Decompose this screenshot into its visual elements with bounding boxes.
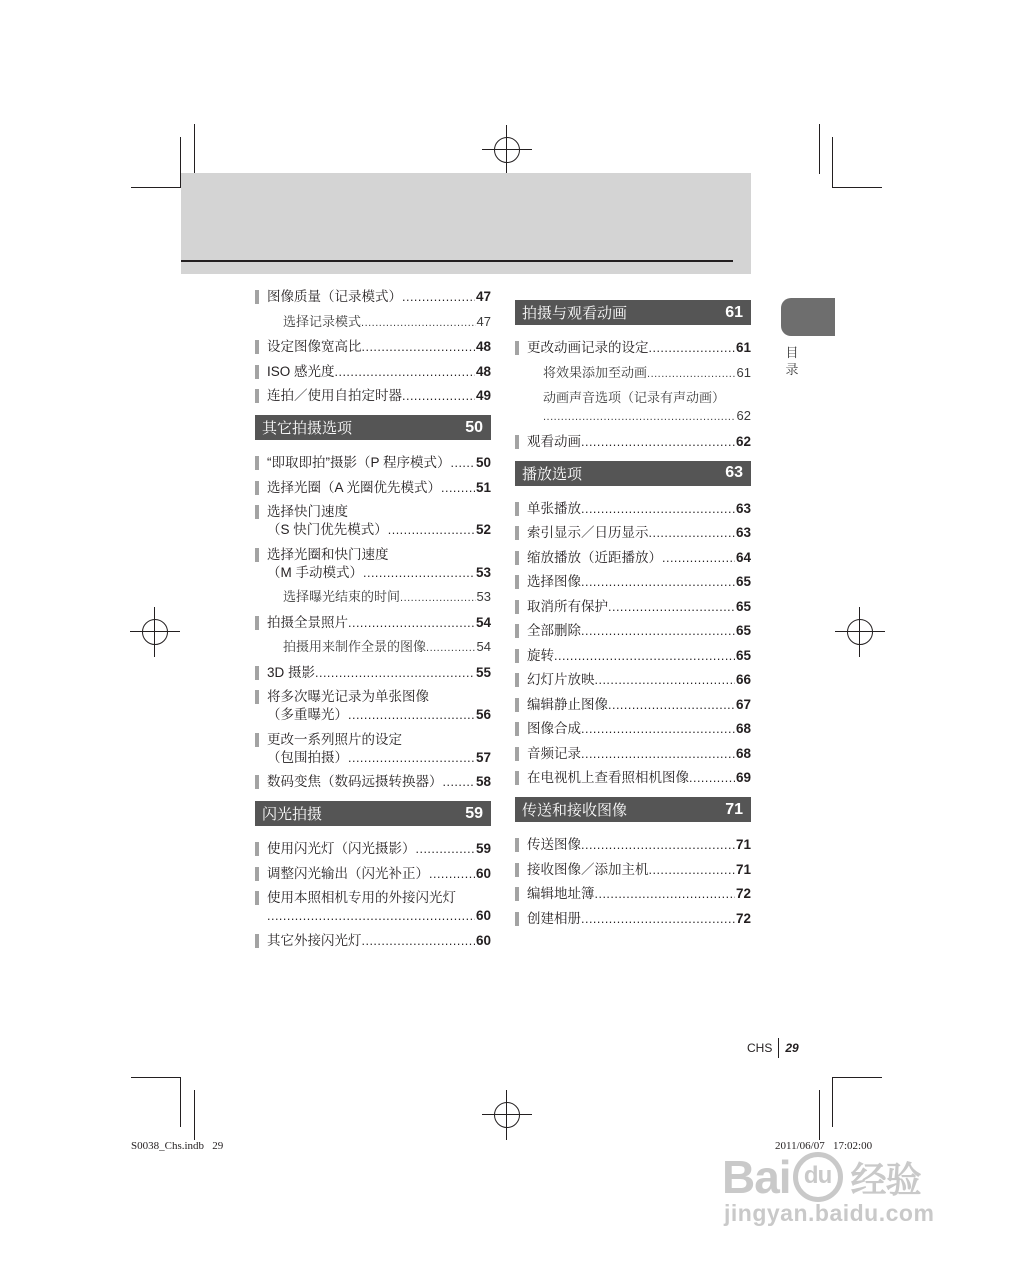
section-title: 闪光拍摄: [262, 806, 323, 823]
toc-entry[interactable]: [515, 622, 751, 640]
entry-row: [267, 664, 491, 682]
entry-marker: [255, 666, 259, 680]
toc-right-column: [515, 290, 751, 934]
page-folio: [747, 1038, 799, 1058]
entry-title: 编辑静止图像: [527, 696, 608, 712]
entry-page-number: 47: [476, 313, 491, 329]
entry-row: [543, 364, 751, 383]
entry-row: [527, 339, 751, 357]
entry-marker: [515, 673, 519, 687]
crop-mark: [819, 1090, 820, 1140]
entry-page-number: 72: [735, 910, 751, 926]
entry-page-number: 63: [735, 500, 751, 516]
dot-leader: [595, 885, 735, 903]
toc-entry[interactable]: [515, 647, 751, 665]
entry-page-number: 71: [735, 861, 751, 877]
entry-row: [267, 479, 491, 497]
toc-entry[interactable]: [515, 745, 751, 763]
toc-entry[interactable]: [515, 500, 751, 518]
entry-marker: [255, 867, 259, 881]
dot-leader: [581, 836, 735, 854]
section-header[interactable]: [515, 797, 751, 822]
entry-row: [267, 932, 491, 950]
entry-marker: [255, 934, 259, 948]
entry-marker: [515, 747, 519, 761]
entry-page-number: 62: [735, 433, 751, 449]
entry-page-number: 60: [475, 865, 491, 881]
entry-title: 传送图像: [527, 837, 581, 852]
toc-subentry[interactable]: [255, 588, 491, 607]
toc-entry[interactable]: [515, 524, 751, 542]
entry-row: [267, 907, 491, 925]
toc-entry[interactable]: [255, 840, 491, 858]
crop-mark: [832, 1077, 882, 1078]
entry-page-number: 61: [736, 364, 751, 380]
crop-mark: [194, 1090, 195, 1140]
entry-title: 拍摄全景照片: [267, 614, 348, 630]
watermark-logo-text: Bai: [722, 1151, 791, 1203]
section-page-number: 50: [465, 418, 483, 436]
entry-page-number: 54: [475, 614, 491, 630]
entry-title: 创建相册: [527, 910, 581, 926]
entry-title: 取消所有保护: [527, 598, 608, 614]
entry-title: 将效果添加至动画: [543, 364, 648, 380]
dot-leader: [348, 614, 475, 632]
entry-title: “即取即拍”摄影（P 程序模式）: [267, 455, 451, 470]
dot-leader: [647, 365, 736, 383]
entry-page-number: 71: [735, 837, 751, 852]
toc-entry[interactable]: [255, 889, 491, 925]
crop-mark: [819, 124, 820, 174]
entry-title: 其它外接闪光灯: [267, 932, 362, 948]
toc-entry[interactable]: [515, 720, 751, 738]
entry-row: [527, 910, 751, 928]
dot-leader: [315, 664, 475, 682]
toc-entry[interactable]: [255, 454, 491, 472]
entry-page-number: 63: [735, 525, 751, 540]
dot-leader: [451, 454, 475, 472]
registration-mark-bottom: [482, 1090, 532, 1140]
entry-title: 选择图像: [527, 574, 581, 589]
entry-row: [267, 840, 491, 858]
entry-title-line1: 更改一系列照片的设定: [267, 731, 402, 747]
entry-marker: [255, 481, 259, 495]
entry-title: 幻灯片放映: [527, 672, 595, 687]
dot-leader: [402, 387, 475, 405]
entry-marker: [515, 341, 519, 355]
entry-row: [527, 696, 751, 714]
toc-entry[interactable]: [255, 387, 491, 405]
dot-leader: [335, 363, 475, 381]
toc-entry[interactable]: [255, 731, 491, 767]
entry-title: 使用闪光灯（闪光摄影）: [267, 841, 416, 856]
toc-subentry[interactable]: [255, 638, 491, 657]
toc-entry[interactable]: [255, 614, 491, 632]
section-page-number: 63: [725, 464, 743, 481]
entry-marker: [255, 616, 259, 630]
entry-page-number: 64: [735, 549, 751, 565]
dot-leader: [581, 745, 735, 763]
toc-entry[interactable]: [255, 503, 491, 539]
entry-page-number: 69: [735, 770, 751, 785]
section-page-number: 59: [465, 804, 483, 822]
registration-mark-left: [130, 607, 180, 657]
dot-leader: [348, 749, 475, 767]
entry-title: 选择光圈（A 光圈优先模式）: [267, 479, 442, 495]
entry-marker: [515, 771, 519, 785]
entry-marker: [255, 733, 259, 747]
entry-row: [267, 749, 491, 767]
entry-page-number: 68: [735, 721, 751, 736]
slug-filename: S0038_Chs.indb 29: [131, 1140, 224, 1152]
toc-entry[interactable]: [255, 363, 491, 381]
entry-title: 在电视机上查看照相机图像: [527, 770, 689, 785]
entry-page-number: 67: [735, 696, 751, 712]
dot-leader: [441, 479, 475, 497]
entry-marker: [255, 842, 259, 856]
crop-mark: [194, 124, 195, 174]
entry-title: 编辑地址簿: [527, 886, 595, 901]
dot-leader: [361, 314, 476, 332]
entry-row: [527, 745, 751, 763]
entry-row: [527, 549, 751, 567]
entry-marker: [255, 340, 259, 354]
entry-row: [543, 407, 751, 426]
toc-entry[interactable]: [515, 836, 751, 854]
entry-row: [527, 500, 751, 518]
entry-title-line1: 将多次曝光记录为单张图像: [267, 689, 429, 704]
toc-entry[interactable]: [515, 671, 751, 689]
dot-leader: [348, 706, 475, 724]
entry-row: [267, 564, 491, 582]
watermark-logo-zh: 经验: [850, 1158, 921, 1200]
section-header[interactable]: [255, 415, 491, 440]
entry-page-number: 59: [475, 841, 491, 856]
dot-leader: [581, 433, 735, 451]
dot-leader: [362, 932, 475, 950]
entry-marker: [515, 912, 519, 926]
entry-row: [527, 622, 751, 640]
entry-page-number: 62: [736, 408, 751, 423]
entry-page-number: 56: [475, 707, 491, 722]
dot-leader: [426, 639, 476, 657]
crop-mark: [180, 1077, 181, 1127]
toc-subentry[interactable]: [515, 364, 751, 383]
toc-entry[interactable]: [255, 773, 491, 791]
entry-row: [267, 338, 491, 356]
entry-title: 图像质量（记录模式）: [267, 289, 402, 304]
entry-marker: [515, 649, 519, 663]
entry-title: 数码变焦（数码远摄转换器）: [267, 774, 443, 789]
entry-marker: [255, 775, 259, 789]
entry-title-line1: 选择快门速度: [267, 504, 348, 519]
crop-mark: [832, 137, 833, 187]
entry-title: （多重曝光）: [267, 707, 348, 722]
toc-entry[interactable]: [255, 865, 491, 883]
entry-marker: [255, 389, 259, 403]
page-number: 29: [785, 1041, 799, 1055]
dot-leader: [543, 408, 736, 426]
dot-leader: [581, 622, 735, 640]
entry-marker: [515, 526, 519, 540]
dot-leader: [443, 773, 475, 791]
entry-marker: [515, 551, 519, 565]
entry-row: [267, 363, 491, 381]
toc-entry[interactable]: [515, 433, 751, 451]
baidu-watermark: [722, 1150, 952, 1245]
entry-marker: [515, 838, 519, 852]
section-page-number: 71: [725, 800, 743, 818]
folio-language: CHS: [747, 1041, 773, 1055]
entry-row: [527, 720, 751, 738]
dot-leader: [581, 720, 735, 738]
entry-title: 图像合成: [527, 721, 581, 736]
entry-title: 拍摄用来制作全景的图像: [283, 639, 427, 654]
crop-mark: [131, 1077, 181, 1078]
folio-separator: [778, 1038, 779, 1058]
toc-entry[interactable]: [515, 573, 751, 591]
dot-leader: [649, 339, 735, 357]
entry-row: [267, 288, 491, 306]
watermark-paw-icon: du: [793, 1152, 843, 1202]
dot-leader: [649, 524, 735, 542]
entry-row: [283, 313, 491, 332]
crop-mark: [832, 1077, 833, 1127]
entry-row: [267, 614, 491, 632]
dot-leader: [429, 865, 475, 883]
entry-page-number: 66: [735, 672, 751, 687]
entry-title: 索引显示／日历显示: [527, 525, 649, 540]
entry-marker: [255, 290, 259, 304]
section-title: 传送和接收图像: [522, 802, 628, 819]
section-title: 拍摄与观看动画: [522, 305, 628, 322]
entry-page-number: 57: [475, 749, 491, 765]
toc-entry[interactable]: [255, 664, 491, 682]
entry-title: 更改动画记录的设定: [527, 340, 649, 355]
entry-page-number: 72: [735, 886, 751, 901]
dot-leader: [363, 564, 475, 582]
entry-title: ISO 感光度: [267, 363, 335, 379]
entry-page-number: 68: [735, 745, 751, 761]
entry-row: [267, 773, 491, 791]
entry-page-number: 55: [475, 664, 491, 680]
entry-row: [267, 387, 491, 405]
dot-leader: [554, 647, 735, 665]
entry-page-number: 54: [476, 639, 491, 654]
entry-marker: [515, 698, 519, 712]
entry-title: 观看动画: [527, 433, 581, 449]
entry-marker: [515, 502, 519, 516]
entry-marker: [515, 600, 519, 614]
entry-marker: [255, 505, 259, 519]
entry-marker: [255, 456, 259, 470]
entry-title: 选择曝光结束的时间: [283, 589, 401, 604]
toc-entry[interactable]: [515, 598, 751, 616]
entry-title: 旋转: [527, 647, 554, 663]
section-page-number: 61: [725, 303, 743, 321]
entry-title: （S 快门优先模式）: [267, 522, 388, 537]
dot-leader: [662, 549, 735, 567]
registration-mark-top: [482, 125, 532, 175]
toc-left-column: [255, 288, 491, 956]
entry-title: 连拍／使用自拍定时器: [267, 388, 402, 403]
dot-leader: [581, 500, 735, 518]
side-tab-label: 目录: [785, 345, 799, 377]
header-rule: [181, 260, 733, 262]
entry-page-number: 50: [475, 455, 491, 470]
entry-page-number: 61: [735, 340, 751, 355]
entry-title: 全部删除: [527, 623, 581, 638]
entry-row: [527, 885, 751, 903]
entry-title: 设定图像宽高比: [267, 339, 362, 354]
entry-marker: [515, 887, 519, 901]
section-title: 播放选项: [522, 465, 583, 483]
entry-row: [527, 861, 751, 879]
slug-timestamp: 2011/06/07 17:02:00: [775, 1140, 873, 1152]
dot-leader: [581, 910, 735, 928]
entry-title-line1: 选择光圈和快门速度: [267, 546, 389, 562]
entry-page-number: 58: [475, 774, 491, 789]
watermark-url: jingyan.baidu.com: [724, 1200, 935, 1226]
toc-entry[interactable]: [255, 288, 491, 306]
dot-leader: [689, 769, 735, 787]
dot-leader: [608, 598, 735, 616]
section-header[interactable]: [515, 300, 751, 325]
toc-entry[interactable]: [515, 549, 751, 567]
entry-row: [527, 647, 751, 665]
toc-entry[interactable]: [255, 688, 491, 724]
dot-leader: [608, 696, 735, 714]
toc-subentry[interactable]: [515, 389, 751, 426]
side-tab: [781, 298, 835, 336]
toc-entry[interactable]: [255, 546, 491, 582]
entry-title: 缩放播放（近距播放）: [527, 549, 662, 565]
dot-leader: [416, 840, 475, 858]
section-title: 其它拍摄选项: [262, 420, 353, 437]
entry-page-number: 51: [475, 479, 491, 495]
entry-row: [527, 769, 751, 787]
dot-leader: [388, 521, 475, 539]
toc-entry[interactable]: [515, 885, 751, 903]
dot-leader: [402, 288, 475, 306]
entry-title: 音频记录: [527, 745, 581, 761]
entry-title-line1: 动画声音选项（记录有声动画）: [543, 390, 726, 405]
entry-marker: [515, 722, 519, 736]
entry-page-number: 65: [735, 623, 751, 638]
entry-page-number: 48: [475, 363, 491, 379]
entry-title: 选择记录模式: [283, 313, 362, 329]
entry-title-line1: 使用本照相机专用的外接闪光灯: [267, 890, 456, 905]
entry-marker: [255, 548, 259, 562]
header-band: [181, 173, 751, 274]
dot-leader: [362, 338, 475, 356]
entry-page-number: 47: [475, 289, 491, 304]
entry-marker: [515, 575, 519, 589]
toc-entry[interactable]: [255, 479, 491, 497]
toc-subentry[interactable]: [255, 313, 491, 332]
entry-marker: [255, 891, 259, 905]
entry-page-number: 49: [475, 388, 491, 403]
entry-page-number: 53: [476, 589, 491, 604]
section-header[interactable]: [255, 801, 491, 826]
entry-page-number: 65: [735, 647, 751, 663]
toc-entry[interactable]: [255, 338, 491, 356]
entry-page-number: 52: [475, 522, 491, 537]
toc-entry[interactable]: [515, 696, 751, 714]
entry-page-number: 65: [735, 598, 751, 614]
entry-marker: [515, 435, 519, 449]
toc-entry[interactable]: [255, 932, 491, 950]
registration-mark-right: [835, 607, 885, 657]
entry-page-number: 53: [475, 564, 491, 580]
dot-leader: [649, 861, 735, 879]
toc-entry[interactable]: [515, 910, 751, 928]
crop-mark: [832, 187, 882, 188]
entry-title: 单张播放: [527, 500, 581, 516]
dot-leader: [581, 573, 735, 591]
entry-title: （包围拍摄）: [267, 749, 348, 765]
toc-entry[interactable]: [515, 769, 751, 787]
dot-leader: [400, 589, 476, 607]
entry-row: [267, 706, 491, 724]
toc-entry[interactable]: [515, 861, 751, 879]
toc-entry[interactable]: [515, 339, 751, 357]
entry-page-number: 60: [475, 932, 491, 948]
entry-page-number: 60: [475, 908, 491, 923]
dot-leader: [267, 907, 475, 925]
entry-row: [267, 454, 491, 472]
crop-mark: [131, 187, 181, 188]
entry-page-number: 65: [735, 574, 751, 589]
entry-row: [267, 521, 491, 539]
entry-marker: [255, 690, 259, 704]
dot-leader: [595, 671, 735, 689]
entry-row: [527, 524, 751, 542]
entry-row: [283, 638, 491, 657]
entry-marker: [255, 365, 259, 379]
entry-title: （M 手动模式）: [267, 564, 363, 580]
entry-title: 3D 摄影: [267, 664, 316, 680]
entry-title: 接收图像／添加主机: [527, 861, 649, 877]
entry-row: [527, 573, 751, 591]
entry-row: [527, 836, 751, 854]
entry-page-number: 48: [475, 339, 491, 354]
entry-row: [527, 598, 751, 616]
entry-row: [527, 433, 751, 451]
entry-title: 调整闪光输出（闪光补正）: [267, 865, 429, 881]
entry-row: [267, 865, 491, 883]
entry-marker: [515, 624, 519, 638]
entry-row: [527, 671, 751, 689]
entry-marker: [515, 863, 519, 877]
entry-row: [283, 588, 491, 607]
section-header[interactable]: [515, 461, 751, 486]
